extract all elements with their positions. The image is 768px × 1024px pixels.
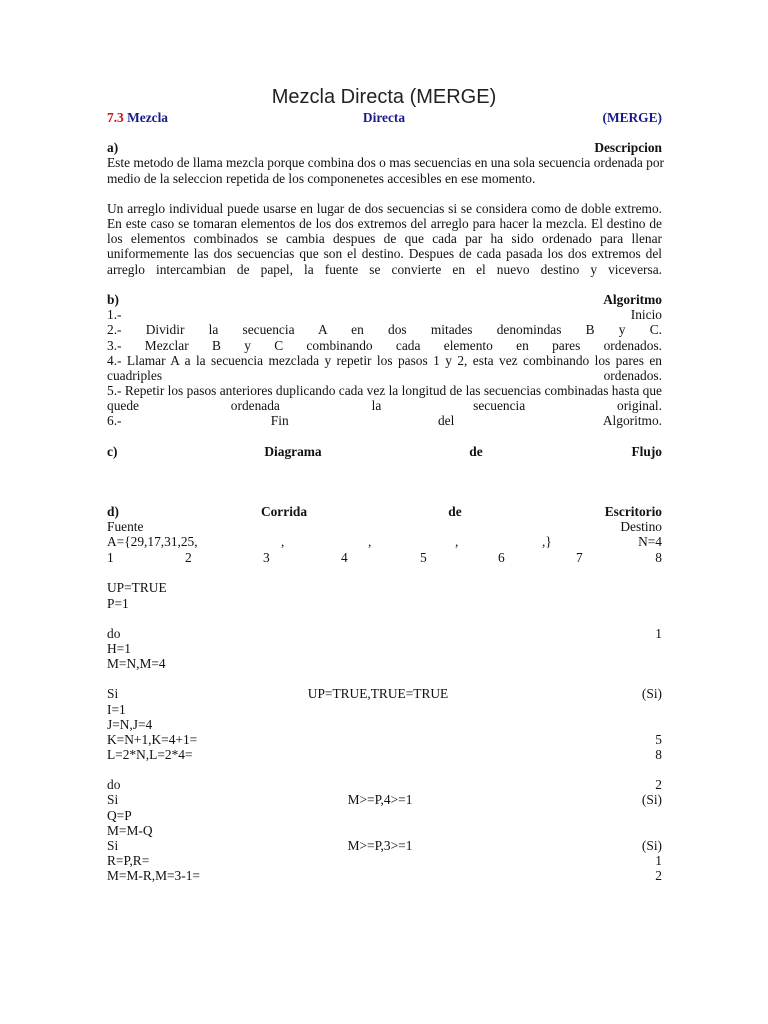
algorithm-line: 1.- Inicio (107, 307, 662, 322)
heading-c (107, 444, 662, 460)
trace-line (107, 853, 662, 869)
trace-keyword: Si (107, 838, 119, 853)
array-value: A={29,17,31,25, (107, 534, 198, 549)
index-number: 6 (498, 550, 505, 565)
algorithm-line: 4.- Llamar A a la secuencia mezclada y repetir los pasos 1 y 2, esta vez combinando los pares en (107, 353, 662, 368)
trace-line (107, 686, 662, 702)
section-word-merge: (MERGE) (602, 110, 662, 125)
trace-result: (Si) (641, 838, 662, 853)
trace-condition: UP=TRUE,TRUE=TRUE (307, 686, 449, 701)
algorithm-line: 2.- Dividir la secuencia A en dos mitades denomindas B y C. (107, 322, 662, 337)
paragraph-line: Este metodo de llama mezcla porque combina dos o mas secuencias en una sola secuencia ordenada por (107, 155, 664, 170)
n-value: N=4 (638, 534, 662, 549)
trace-statement: M=M-R,M=3-1= (107, 868, 200, 883)
trace-result: 2 (655, 868, 662, 883)
section-word-directa: Directa (362, 110, 406, 125)
heading-b-label: b) (107, 292, 119, 307)
heading-c-label: c) (107, 444, 118, 459)
array-comma: , (455, 534, 459, 549)
heading-d-word1: Corrida (260, 504, 308, 519)
trace-result: 8 (655, 747, 662, 762)
trace-statement: R=P,R= (107, 853, 150, 868)
array-comma: , (281, 534, 285, 549)
trace-keyword: Si (107, 792, 119, 807)
array-comma: , (368, 534, 372, 549)
paragraph-line: uniformemente las dos secuencias que son el destino. Despues de cada pasada los dos extremos del (107, 246, 662, 261)
trace-keyword: do (107, 626, 121, 641)
trace-line: M=N,M=4 (107, 656, 166, 671)
heading-c-word1: Diagrama (264, 444, 322, 459)
trace-result: 2 (655, 777, 662, 792)
heading-a-label: a) (107, 140, 119, 155)
algorithm-line: cuadriples ordenados. (107, 368, 662, 383)
heading-d-label: d) (107, 504, 119, 519)
heading-a-text: Descripcion (594, 140, 662, 155)
trace-condition: M>=P,4>=1 (347, 792, 413, 807)
trace-result: 1 (655, 626, 662, 641)
trace-line (107, 777, 662, 793)
page-title: Mezcla Directa (MERGE) (271, 86, 497, 108)
destino-label: Destino (620, 519, 662, 534)
paragraph-line: En este caso se tomaran elementos de los dos extremos del arreglo para hacer la mezcla. El destino de (107, 216, 662, 231)
heading-c-word3: Flujo (631, 444, 662, 459)
algorithm-line: 5.- Repetir los pasos anteriores duplicando cada vez la longitud de las secuencias combinadas hasta que (107, 383, 662, 398)
section-number: 7.3 (107, 110, 124, 125)
index-line (107, 550, 662, 566)
trace-line (107, 838, 662, 854)
heading-b (107, 292, 662, 308)
paragraph-line: arreglo intercambian de papel, la fuente se convierte en el nuevo destino y viceversa. (107, 262, 662, 277)
trace-line (107, 868, 662, 884)
trace-keyword: Si (107, 686, 119, 701)
trace-result: (Si) (641, 792, 662, 807)
array-comma: ,} (542, 534, 552, 549)
heading-d-word2: de (448, 504, 462, 519)
paragraph-line: medio de la seleccion repetida de los componenetes accesibles en ese momento. (107, 171, 536, 186)
algorithm-line: 6.- Fin del Algoritmo. (107, 413, 662, 428)
trace-line: M=M-Q (107, 823, 153, 838)
section-header (107, 110, 662, 126)
paragraph-line: Un arreglo individual puede usarse en lugar de dos secuencias si se considera como de doble extremo. (107, 201, 662, 216)
trace-statement: L=2*N,L=2*4= (107, 747, 193, 762)
index-number: 7 (576, 550, 583, 565)
trace-result: 1 (655, 853, 662, 868)
trace-condition: M>=P,3>=1 (347, 838, 413, 853)
trace-result: 5 (655, 732, 662, 747)
index-number: 8 (655, 550, 662, 565)
algorithm-line: 3.- Mezclar B y C combinando cada elemento en pares ordenados. (107, 338, 662, 353)
heading-d (107, 504, 662, 520)
heading-a (107, 140, 662, 156)
trace-line: P=1 (107, 596, 129, 611)
trace-statement: K=N+1,K=4+1= (107, 732, 198, 747)
heading-d-word3: Escritorio (604, 504, 662, 519)
trace-result: (Si) (641, 686, 662, 701)
trace-line (107, 747, 662, 763)
trace-line (107, 792, 662, 808)
trace-line: H=1 (107, 641, 131, 656)
trace-line: I=1 (107, 702, 126, 717)
heading-b-text: Algoritmo (603, 292, 662, 307)
fuente-label: Fuente (107, 519, 144, 534)
trace-line: UP=TRUE (107, 580, 167, 595)
algorithm-line: quede ordenada la secuencia original. (107, 398, 662, 413)
trace-line (107, 626, 662, 642)
index-number: 4 (341, 550, 348, 565)
source-dest-line (107, 519, 662, 535)
trace-line: J=N,J=4 (107, 717, 153, 732)
index-number: 3 (263, 550, 270, 565)
trace-keyword: do (107, 777, 121, 792)
heading-c-word2: de (469, 444, 483, 459)
section-word-mezcla: Mezcla (127, 110, 168, 125)
trace-line (107, 732, 662, 748)
paragraph-line: los elementos combinados se cambia despues de que cada par ha sido ordenado para llenar (107, 231, 662, 246)
index-number: 1 (107, 550, 114, 565)
array-line (107, 534, 662, 550)
index-number: 5 (420, 550, 427, 565)
trace-line: Q=P (107, 808, 132, 823)
index-number: 2 (185, 550, 192, 565)
